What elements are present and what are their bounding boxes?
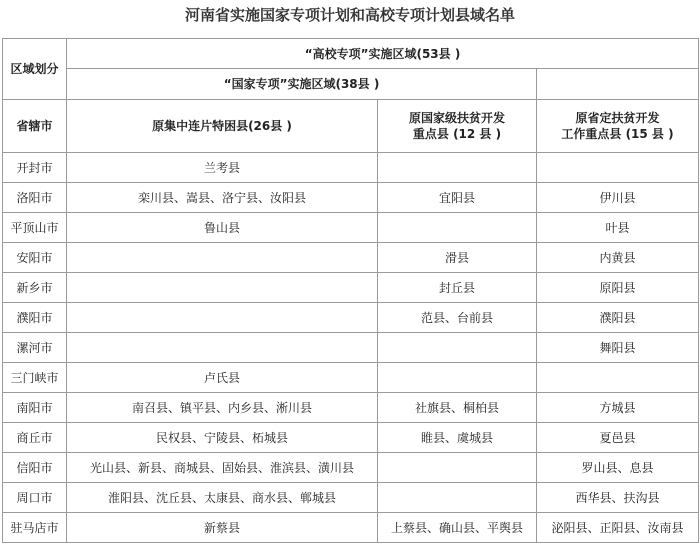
table-row	[3, 513, 699, 543]
national-zone-header: “国家专项”实施区域(38县 )	[67, 69, 537, 100]
city-cell: 开封市	[3, 153, 67, 183]
col1-cell	[67, 333, 378, 363]
col3-cell: 内黄县	[537, 243, 699, 273]
col1-cell: 光山县、新县、商城县、固始县、淮滨县、潢川县	[67, 453, 378, 483]
col2-cell	[378, 453, 537, 483]
col3-cell: 原阳县	[537, 273, 699, 303]
col2-header-line1: 原国家级扶贫开发	[408, 111, 505, 125]
table-row	[3, 393, 699, 423]
col1-cell: 南召县、镇平县、内乡县、淅川县	[67, 393, 378, 423]
col3-cell: 西华县、扶沟县	[537, 483, 699, 513]
col3-cell: 罗山县、息县	[537, 453, 699, 483]
col3-cell	[537, 153, 699, 183]
document-title: 河南省实施国家专项计划和高校专项计划县域名单	[184, 6, 515, 24]
col2-header-line2: 重点县 (12 县 )	[412, 127, 502, 141]
col3-header-line2: 工作重点县 (15 县 )	[561, 127, 674, 141]
region-label-cell: 区域划分	[3, 39, 67, 100]
col3-header-line1: 原省定扶贫开发	[575, 111, 660, 125]
col2-cell	[378, 213, 537, 243]
col3-cell: 舞阳县	[537, 333, 699, 363]
header-row-columns	[3, 100, 699, 153]
table-row	[3, 453, 699, 483]
col3-cell	[537, 363, 699, 393]
col1-cell: 鲁山县	[67, 213, 378, 243]
table-row	[3, 483, 699, 513]
col2-cell: 封丘县	[378, 273, 537, 303]
col2-cell	[378, 153, 537, 183]
header-row-zone	[3, 39, 699, 69]
col1-cell: 卢氏县	[67, 363, 378, 393]
col3-cell: 叶县	[537, 213, 699, 243]
city-cell: 周口市	[3, 483, 67, 513]
col2-cell: 滑县	[378, 243, 537, 273]
city-cell: 三门峡市	[3, 363, 67, 393]
header-row-national	[3, 69, 699, 100]
col2-cell	[378, 483, 537, 513]
col3-cell: 濮阳县	[537, 303, 699, 333]
col2-cell	[378, 333, 537, 363]
city-cell: 信阳市	[3, 453, 67, 483]
city-cell: 平顶山市	[3, 213, 67, 243]
table-row	[3, 333, 699, 363]
city-cell: 商丘市	[3, 423, 67, 453]
col3-header	[537, 100, 699, 153]
col3-cell: 泌阳县、正阳县、汝南县	[537, 513, 699, 543]
col1-cell: 兰考县	[67, 153, 378, 183]
col3-cell: 伊川县	[537, 183, 699, 213]
table-row	[3, 213, 699, 243]
table-row	[3, 243, 699, 273]
city-cell: 驻马店市	[3, 513, 67, 543]
col1-cell: 民权县、宁陵县、柘城县	[67, 423, 378, 453]
col2-header	[378, 100, 537, 153]
empty-header-cell	[537, 69, 699, 100]
col1-cell: 新蔡县	[67, 513, 378, 543]
col1-cell	[67, 243, 378, 273]
col1-header: 原集中连片特困县(26县 )	[67, 100, 378, 153]
col2-cell: 宜阳县	[378, 183, 537, 213]
table-row	[3, 303, 699, 333]
col3-cell: 方城县	[537, 393, 699, 423]
table-row	[3, 273, 699, 303]
col2-cell: 上蔡县、确山县、平舆县	[378, 513, 537, 543]
university-zone-header: “高校专项”实施区域(53县 )	[67, 39, 699, 69]
table-row	[3, 423, 699, 453]
col2-cell: 范县、台前县	[378, 303, 537, 333]
city-cell: 漯河市	[3, 333, 67, 363]
city-cell: 南阳市	[3, 393, 67, 423]
col1-cell: 淮阳县、沈丘县、太康县、商水县、郸城县	[67, 483, 378, 513]
col2-cell: 睢县、虞城县	[378, 423, 537, 453]
table-row	[3, 153, 699, 183]
col2-cell	[378, 363, 537, 393]
city-column-header: 省辖市	[3, 100, 67, 153]
col1-cell	[67, 273, 378, 303]
col1-cell	[67, 303, 378, 333]
county-list-table	[2, 38, 699, 543]
col2-cell: 社旗县、桐柏县	[378, 393, 537, 423]
col1-cell: 栾川县、嵩县、洛宁县、汝阳县	[67, 183, 378, 213]
city-cell: 新乡市	[3, 273, 67, 303]
city-cell: 濮阳市	[3, 303, 67, 333]
city-cell: 安阳市	[3, 243, 67, 273]
table-row	[3, 363, 699, 393]
table-row	[3, 183, 699, 213]
col3-cell: 夏邑县	[537, 423, 699, 453]
city-cell: 洛阳市	[3, 183, 67, 213]
